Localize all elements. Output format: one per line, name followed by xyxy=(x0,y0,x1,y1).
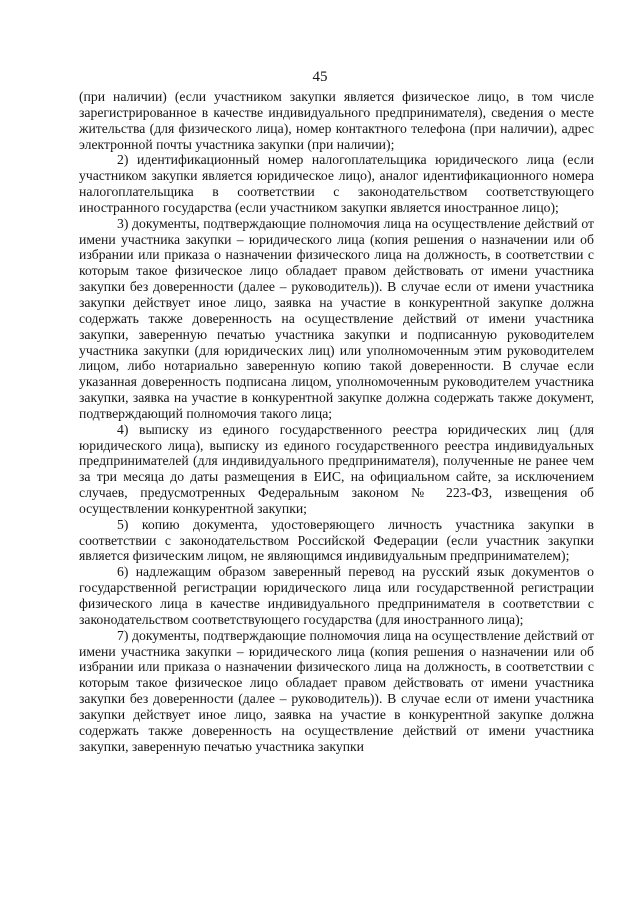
list-item-2: 2) идентификационный номер налогоплательщика юридического лица (если участником закупки является юридическое лицо), аналог идентификационного номера налогоплательщика в соответствии с законодательством соответствующего иностранного государства (если участником закупки является иностранное лицо); xyxy=(79,152,594,215)
list-item-4: 4) выписку из единого государственного реестра юридических лиц (для юридического лица), выписку из единого государственного реестра индивидуальных предпринимателей (для индивидуального предпринимателя), полученные не ранее чем за три месяца до даты размещения в ЕИС, на официальном сайте, за исключением случаев, предусмотренных Федеральным законом № 223-ФЗ, извещения об осуществлении конкурентной закупки; xyxy=(79,421,594,516)
list-item-3: 3) документы, подтверждающие полномочия лица на осуществление действий от имени участника закупки – юридического лица (копия решения о назначении или об избрании или приказа о назначении физического лица на должность, в соответствии с которым такое физическое лицо обладает правом действовать от имени участника закупки без доверенности (далее – руководитель)). В случае если от имени участника закупки действует иное лицо, заявка на участие в конкурентной закупке должна содержать также доверенность на осуществление действий от имени участника закупки, заверенную печатью участника закупки и подписанную руководителем участника закупки (для юридических лиц) или уполномоченным этим руководителем лицом, либо нотариально заверенную копию такой доверенности. В случае если указанная доверенность подписана лицом, уполномоченным руководителем участника закупки, заявка на участие в конкурентной закупке должна содержать также документ, подтверждающий полномочия такого лица; xyxy=(79,215,594,421)
paragraph-continuation: (при наличии) (если участником закупки является физическое лицо, в том числе зарегистрированное в качестве индивидуального предпринимателя), сведения о месте жительства (для физического лица), номер контактного телефона (при наличии), адрес электронной почты участника закупки (при наличии); xyxy=(79,89,594,152)
list-item-5: 5) копию документа, удостоверяющего личность участника закупки в соответствии с законодательством Российской Федерации (если участник закупки является физическим лицом, не являющимся индивидуальным предпринимателем); xyxy=(79,516,594,564)
page-body xyxy=(79,89,594,754)
page-number: 45 xyxy=(312,69,328,85)
list-item-7: 7) документы, подтверждающие полномочия лица на осуществление действий от имени участника закупки – юридического лица (копия решения о назначении или об избрании или приказа о назначении физического лица на должность, в соответствии с которым такое физическое лицо обладает правом действовать от имени участника закупки без доверенности (далее – руководитель)). В случае если от имени участника закупки действует иное лицо, заявка на участие в конкурентной закупке должна содержать также доверенность на осуществление действий от имени участника закупки, заверенную печатью участника закупки xyxy=(79,627,594,754)
list-item-6: 6) надлежащим образом заверенный перевод на русский язык документов о государственной регистрации юридического лица или государственной регистрации физического лица в качестве индивидуального предпринимателя в соответствии с законодательством соответствующего государства (для иностранного лица); xyxy=(79,564,594,627)
